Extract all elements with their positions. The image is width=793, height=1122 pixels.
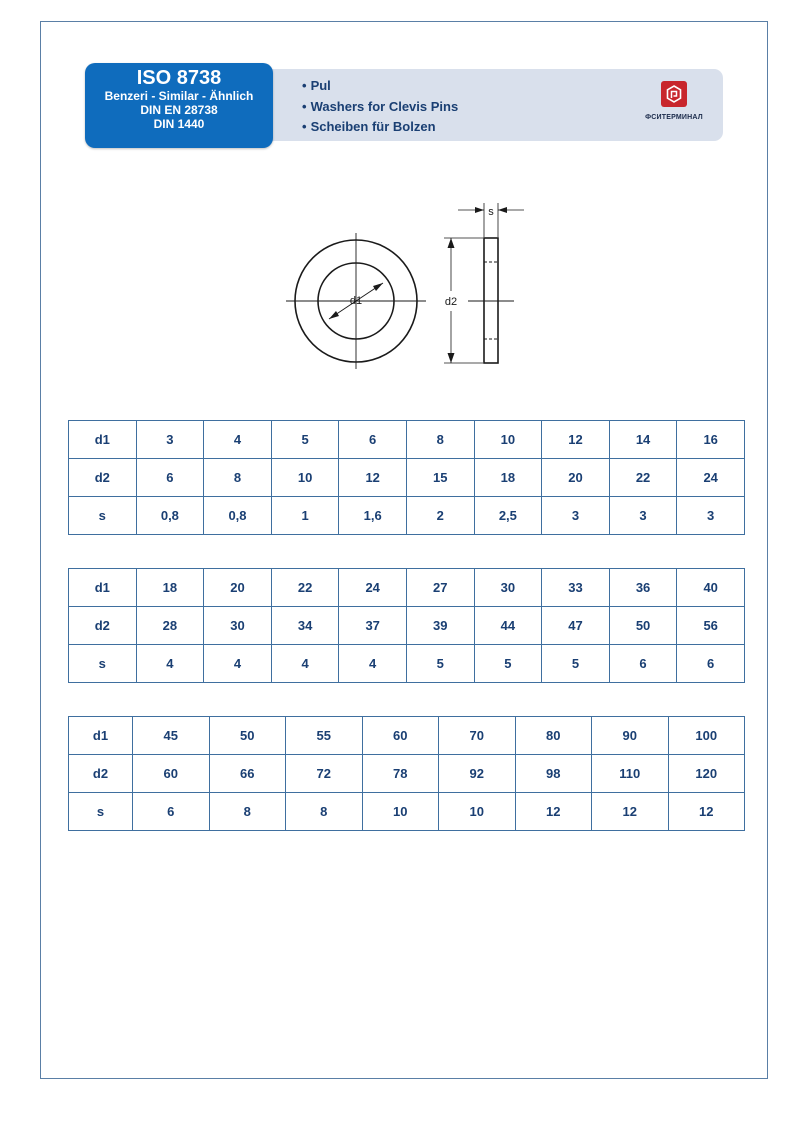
label-d2: d2 <box>444 296 458 308</box>
din-standard-1: DIN EN 28738 <box>140 103 218 117</box>
table-cell: 12 <box>515 793 592 831</box>
table-cell: 1,6 <box>339 497 407 535</box>
table-cell: 5 <box>474 645 542 683</box>
table-cell: 60 <box>362 717 439 755</box>
table-cell: 10 <box>362 793 439 831</box>
product-banner <box>262 69 723 141</box>
table-cell: 3 <box>136 421 204 459</box>
table-cell: 0,8 <box>204 497 272 535</box>
product-name-list <box>302 76 458 138</box>
dimension-table-1 <box>68 420 745 535</box>
row-label: d1 <box>69 569 137 607</box>
similar-label: Benzeri - Similar - Ähnlich <box>104 89 254 103</box>
table-cell: 28 <box>136 607 204 645</box>
table-cell: 8 <box>209 793 286 831</box>
table-cell: 4 <box>339 645 407 683</box>
table-row-d1 <box>69 421 745 459</box>
table-cell: 10 <box>271 459 339 497</box>
table-row-s <box>69 645 745 683</box>
table-cell: 5 <box>271 421 339 459</box>
table-cell: 8 <box>286 793 363 831</box>
row-label: d1 <box>69 421 137 459</box>
table-cell: 5 <box>406 645 474 683</box>
dimension-table-3 <box>68 716 745 831</box>
table-cell: 20 <box>204 569 272 607</box>
table-row-d2 <box>69 459 745 497</box>
table-cell: 16 <box>677 421 745 459</box>
table-cell: 50 <box>609 607 677 645</box>
table-cell: 12 <box>668 793 745 831</box>
table-cell: 70 <box>439 717 516 755</box>
table-cell: 33 <box>542 569 610 607</box>
table-cell: 56 <box>677 607 745 645</box>
table-cell: 12 <box>542 421 610 459</box>
table-cell: 72 <box>286 755 363 793</box>
table-cell: 34 <box>271 607 339 645</box>
dimension-table-2 <box>68 568 745 683</box>
table-cell: 22 <box>271 569 339 607</box>
table-cell: 18 <box>136 569 204 607</box>
table-cell: 50 <box>209 717 286 755</box>
table-cell: 0,8 <box>136 497 204 535</box>
table-cell: 5 <box>542 645 610 683</box>
table-cell: 3 <box>542 497 610 535</box>
table-cell: 6 <box>339 421 407 459</box>
table-cell: 12 <box>592 793 669 831</box>
table-cell: 3 <box>677 497 745 535</box>
company-logo <box>637 81 711 121</box>
table-cell: 92 <box>439 755 516 793</box>
label-d1: d1 <box>349 295 363 307</box>
table-cell: 14 <box>609 421 677 459</box>
table-cell: 98 <box>515 755 592 793</box>
row-label: d2 <box>69 607 137 645</box>
table-cell: 47 <box>542 607 610 645</box>
logo-mark-icon <box>661 81 687 107</box>
table-cell: 80 <box>515 717 592 755</box>
table-row-d1 <box>69 717 745 755</box>
table-cell: 8 <box>204 459 272 497</box>
table-cell: 66 <box>209 755 286 793</box>
washer-side-view <box>484 238 498 363</box>
table-row-d2 <box>69 755 745 793</box>
standard-badge <box>85 63 273 148</box>
table-cell: 4 <box>204 421 272 459</box>
table-cell: 4 <box>136 645 204 683</box>
table-cell: 60 <box>133 755 210 793</box>
table-cell: 6 <box>609 645 677 683</box>
table-cell: 45 <box>133 717 210 755</box>
washer-drawing <box>280 195 530 375</box>
table-cell: 30 <box>204 607 272 645</box>
table-cell: 120 <box>668 755 745 793</box>
row-label: d2 <box>69 459 137 497</box>
table-row-d1 <box>69 569 745 607</box>
row-label: s <box>69 497 137 535</box>
table-cell: 100 <box>668 717 745 755</box>
table-cell: 15 <box>406 459 474 497</box>
table-cell: 6 <box>136 459 204 497</box>
table-cell: 37 <box>339 607 407 645</box>
din-standard-2: DIN 1440 <box>153 117 205 131</box>
table-cell: 10 <box>439 793 516 831</box>
page-border <box>40 21 768 1079</box>
table-cell: 3 <box>609 497 677 535</box>
table-cell: 2 <box>406 497 474 535</box>
table-cell: 39 <box>406 607 474 645</box>
table-cell: 27 <box>406 569 474 607</box>
product-name-en: • Washers for Clevis Pins <box>302 98 459 114</box>
table-cell: 20 <box>542 459 610 497</box>
table-cell: 6 <box>677 645 745 683</box>
row-label: d2 <box>69 755 133 793</box>
table-cell: 30 <box>474 569 542 607</box>
table-cell: 110 <box>592 755 669 793</box>
standard-title: ISO 8738 <box>136 67 222 89</box>
table-cell: 24 <box>339 569 407 607</box>
table-cell: 2,5 <box>474 497 542 535</box>
table-cell: 36 <box>609 569 677 607</box>
table-row-d2 <box>69 607 745 645</box>
product-name-tr: • Pul <box>302 78 331 93</box>
table-cell: 8 <box>406 421 474 459</box>
table-cell: 44 <box>474 607 542 645</box>
table-cell: 55 <box>286 717 363 755</box>
table-row-s <box>69 497 745 535</box>
table-cell: 6 <box>133 793 210 831</box>
table-cell: 24 <box>677 459 745 497</box>
product-name-de: • Scheiben für Bolzen <box>302 119 436 134</box>
table-cell: 18 <box>474 459 542 497</box>
table-cell: 10 <box>474 421 542 459</box>
table-cell: 22 <box>609 459 677 497</box>
row-label: d1 <box>69 717 133 755</box>
table-row-s <box>69 793 745 831</box>
table-cell: 4 <box>204 645 272 683</box>
label-s: s <box>488 206 494 218</box>
table-cell: 12 <box>339 459 407 497</box>
table-cell: 40 <box>677 569 745 607</box>
table-cell: 4 <box>271 645 339 683</box>
table-cell: 78 <box>362 755 439 793</box>
table-cell: 90 <box>592 717 669 755</box>
logo-text: ФСИТЕРМИНАЛ <box>645 114 703 121</box>
row-label: s <box>69 793 133 831</box>
table-cell: 1 <box>271 497 339 535</box>
row-label: s <box>69 645 137 683</box>
